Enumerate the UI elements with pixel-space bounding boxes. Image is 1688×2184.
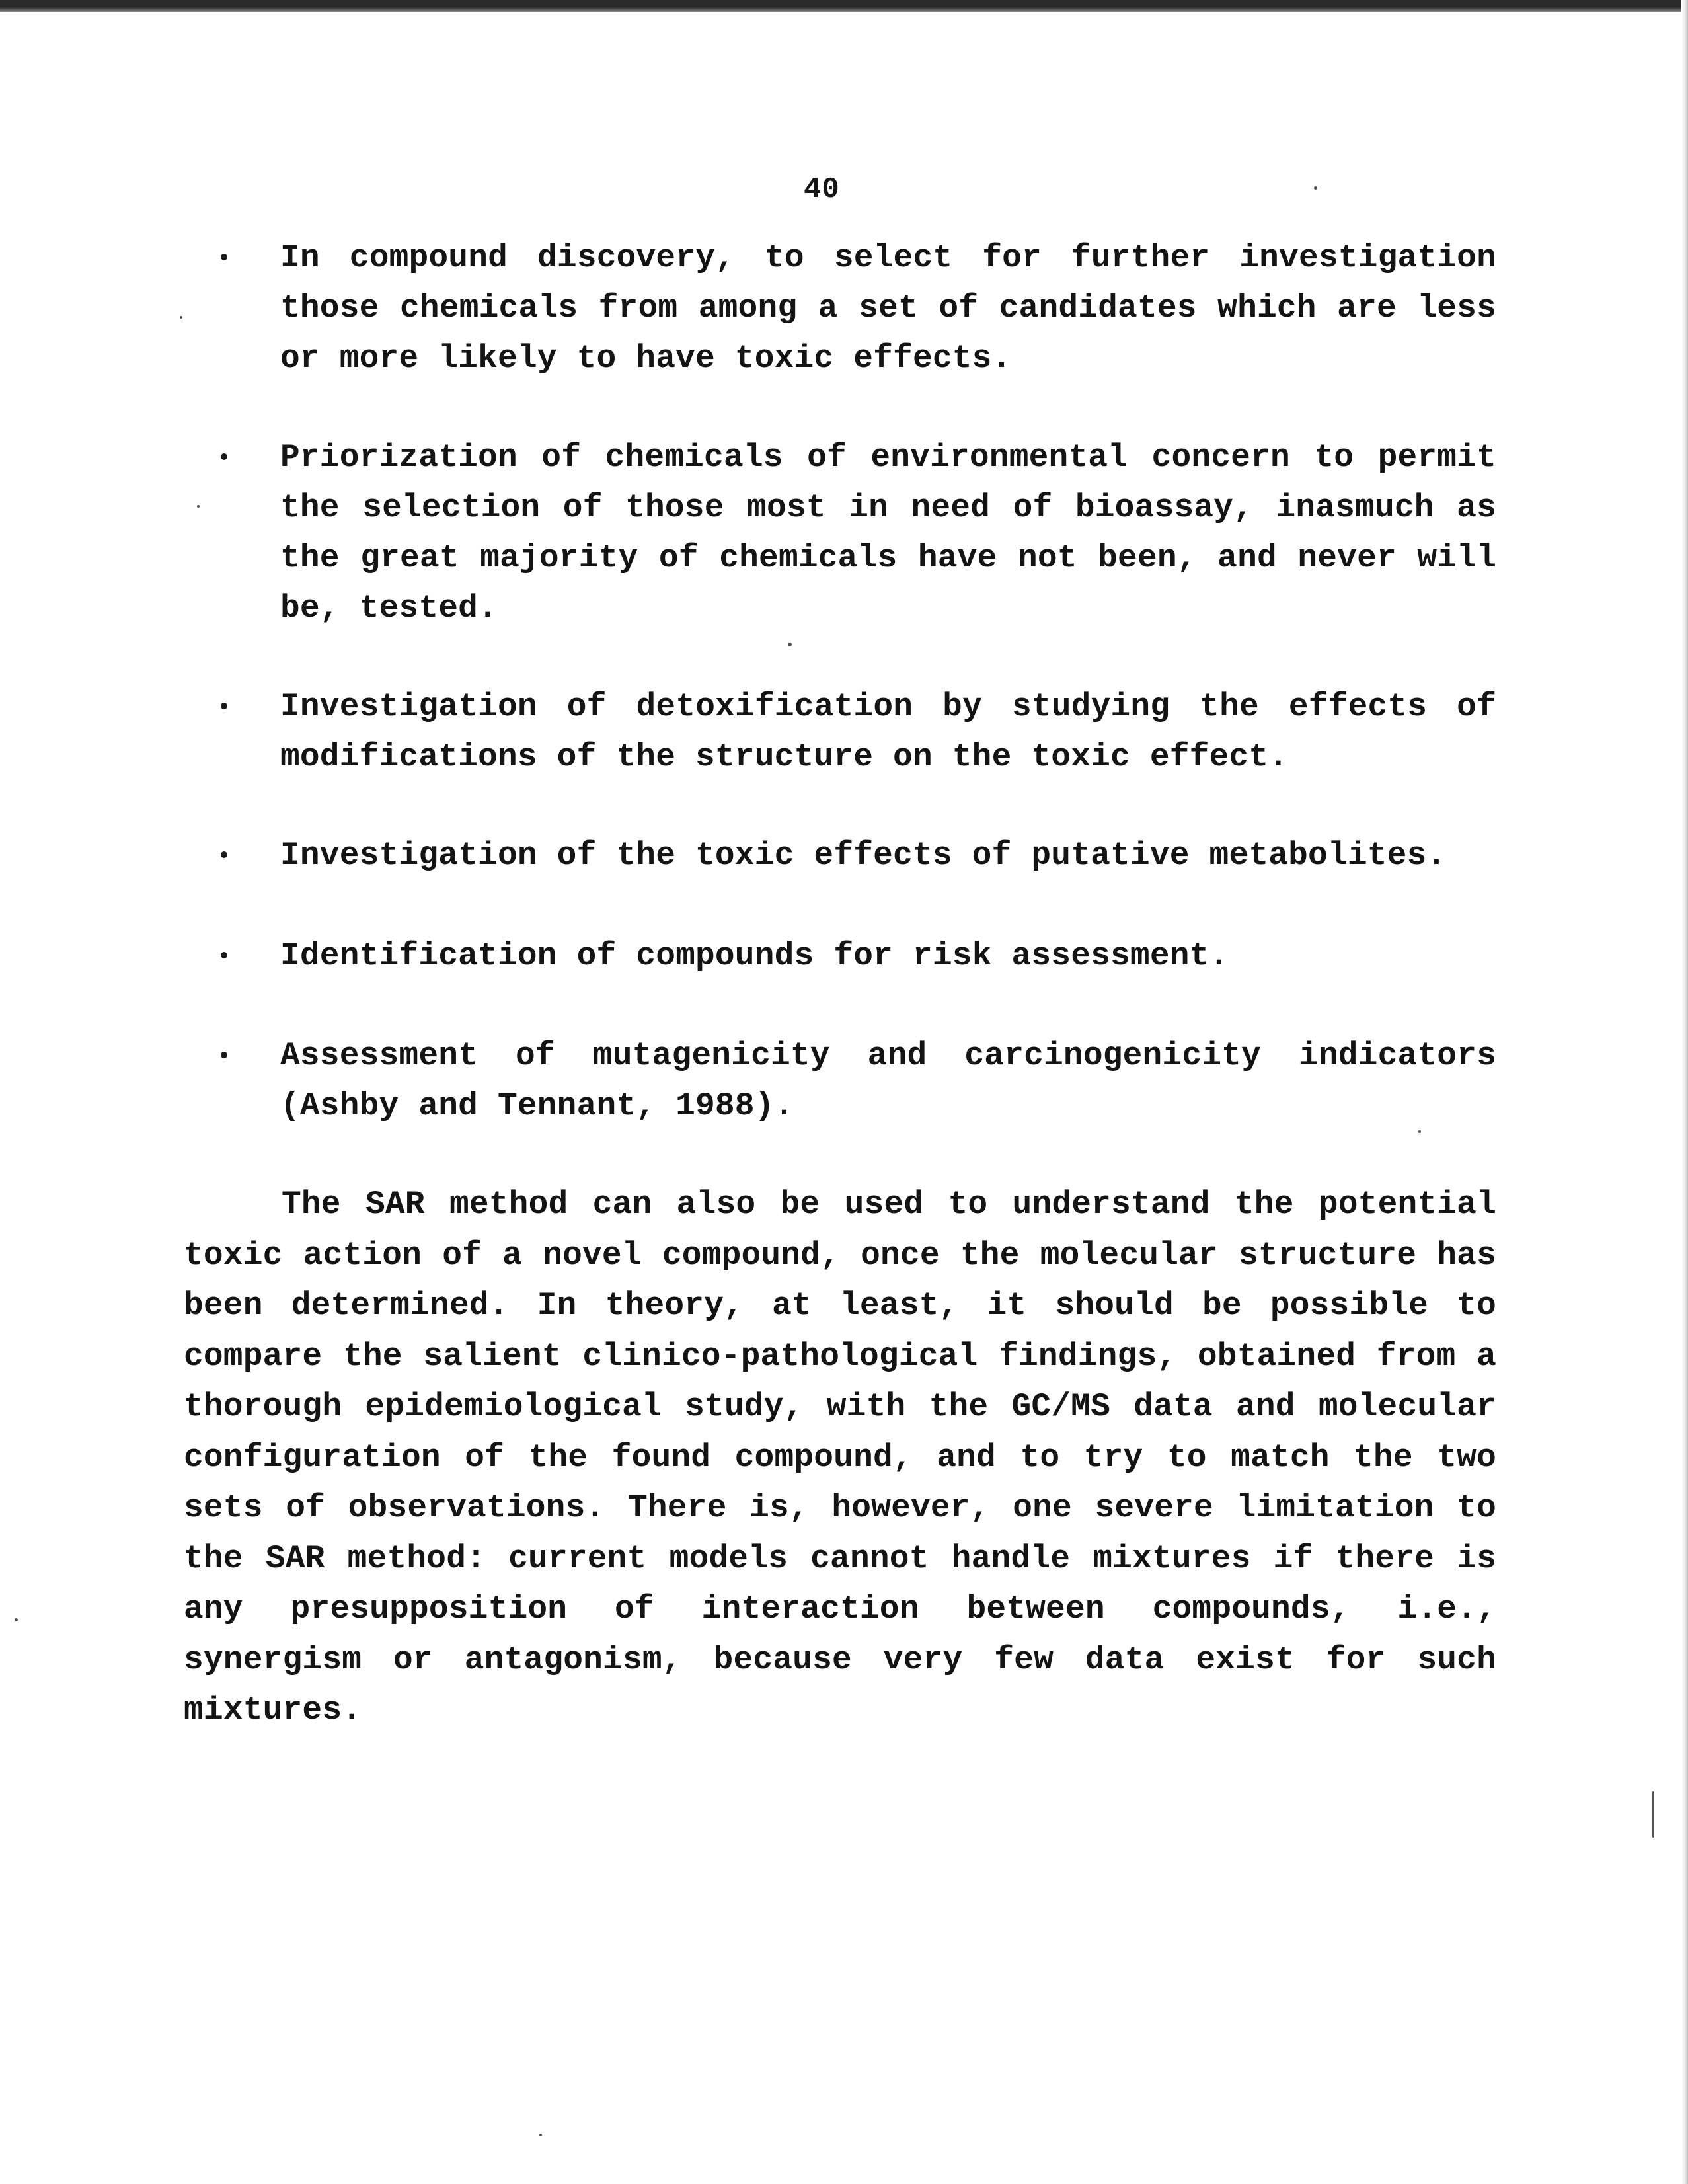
scan-speck: [180, 316, 182, 319]
bullet-text: Identification of compounds for risk assessment.: [280, 937, 1229, 974]
bullet-text: Priorization of chemicals of environmental concern to permit the selection of those most in need of bioassay, inasmuch as the great majority of chemicals have not been, and never will be, tested.: [280, 439, 1496, 627]
scan-speck: [1314, 186, 1317, 190]
scan-top-edge: [0, 0, 1688, 12]
bullet-marker: [221, 254, 227, 260]
scan-speck: [539, 2134, 542, 2136]
bullet-marker: [221, 851, 227, 858]
bullet-marker: [221, 1052, 227, 1058]
bullet-text: Investigation of the toxic effects of putative metabolites.: [280, 837, 1447, 874]
scan-speck: [197, 505, 200, 508]
scan-speck: [15, 1618, 18, 1621]
bullet-text: In compound discovery, to select for further investigation those chemicals from among a set of candidates which are less or more likely to have toxic effects.: [280, 239, 1496, 377]
bullet-marker: [221, 703, 227, 709]
bullet-marker: [221, 453, 227, 460]
bullet-text: Investigation of detoxification by studying the effects of modifications of the structure on the toxic effect.: [280, 688, 1496, 775]
scan-speck: [1652, 1791, 1654, 1838]
body-paragraph: The SAR method can also be used to understand the potential toxic action of a novel compound, once the molecular structure has been determined. In theory, at least, it should be possible to compare the salient clinico-pathological findings, obtained from a thorough epidemiological study, with the GC/MS data and molecular configuration of the found compound, and to try to match the two sets of observations. There is, however, one severe limitation to the SAR method: current models cannot handle mixtures if there is any presupposition of interaction between compounds, i.e., synergism or antagonism, because very few data exist for such mixtures.: [184, 1186, 1496, 1729]
page-number: 40: [804, 173, 840, 206]
scan-speck: [788, 643, 792, 646]
bullet-text: Assessment of mutagenicity and carcinogenicity indicators (Ashby and Tennant, 1988).: [280, 1037, 1496, 1124]
scan-right-edge: [1681, 0, 1688, 2184]
scan-speck: [1418, 1130, 1421, 1133]
bullet-marker: [221, 952, 227, 958]
